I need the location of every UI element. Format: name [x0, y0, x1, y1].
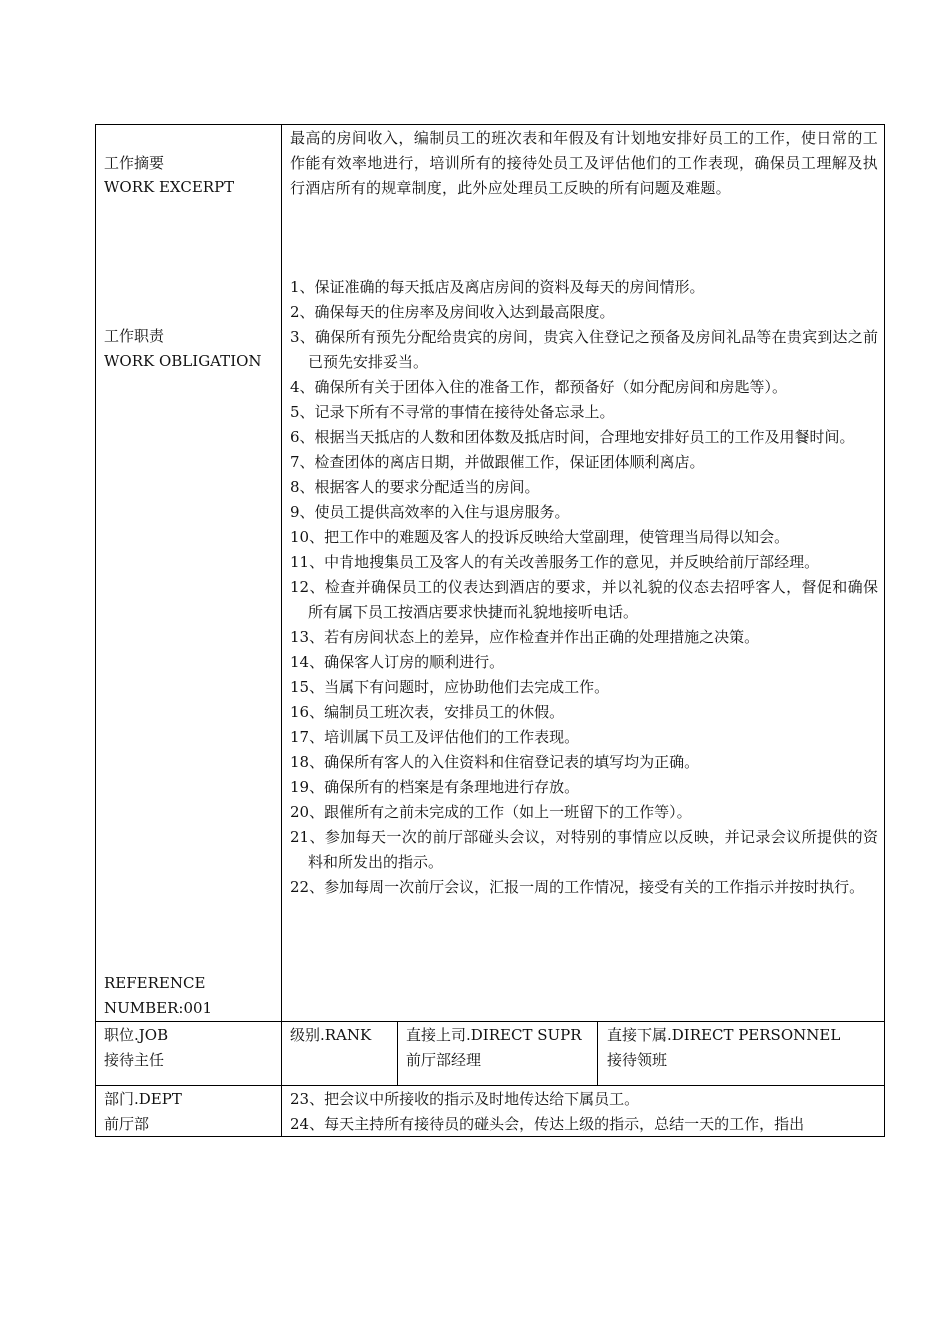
- obligation-item: 3、确保所有预先分配给贵宾的房间，贵宾入住登记之预备及房间礼品等在贵宾到达之前已预先安排妥当。: [290, 328, 878, 371]
- row-divider-job: [95, 1021, 885, 1022]
- direct-personnel-label: 直接下属.DIRECT PERSONNEL: [607, 1026, 841, 1044]
- obligation-item: 19、确保所有的档案是有条理地进行存放。: [290, 778, 580, 796]
- obligation-item: 11、中肯地搜集员工及客人的有关改善服务工作的意见，并反映给前厅部经理。: [290, 553, 820, 571]
- work-obligation-label-en: WORK OBLIGATION: [104, 352, 262, 370]
- obligation-item: 6、根据当天抵店的人数和团体数及抵店时间，合理地安排好员工的工作及用餐时间。: [290, 428, 855, 446]
- rank-supr-divider: [397, 1021, 398, 1085]
- obligation-item: 5、记录下所有不寻常的事情在接待处备忘录上。: [290, 403, 615, 421]
- table-right-border: [884, 124, 885, 1137]
- reference-number: NUMBER:001: [104, 999, 213, 1017]
- obligation-item: 16、编制员工班次表，安排员工的休假。: [290, 703, 565, 721]
- work-obligation-list: [290, 275, 878, 900]
- obligation-item: 17、培训属下员工及评估他们的工作表现。: [290, 728, 580, 746]
- label-column-divider: [281, 124, 282, 1137]
- table-left-border: [95, 124, 96, 1137]
- dept-label: 部门.DEPT: [104, 1090, 182, 1108]
- job-value: 接待主任: [104, 1051, 165, 1069]
- row-divider-dept: [95, 1085, 885, 1086]
- dept-value: 前厅部: [104, 1115, 150, 1133]
- obligation-item: 7、检查团体的离店日期，并做跟催工作，保证团体顺利离店。: [290, 453, 705, 471]
- dept-item-24: 24、每天主持所有接待员的碰头会，传达上级的指示，总结一天的工作，指出: [290, 1115, 805, 1133]
- reference-label: REFERENCE: [104, 974, 206, 992]
- work-obligation-label-cn: 工作职责: [104, 327, 165, 345]
- work-excerpt-label-cn: 工作摘要: [104, 154, 165, 172]
- supr-personnel-divider: [597, 1021, 598, 1085]
- obligation-item: 8、根据客人的要求分配适当的房间。: [290, 478, 540, 496]
- direct-supr-value: 前厅部经理: [406, 1051, 482, 1069]
- obligation-item: 15、当属下有问题时，应协助他们去完成工作。: [290, 678, 610, 696]
- obligation-item: 14、确保客人订房的顺利进行。: [290, 653, 505, 671]
- obligation-item: 10、把工作中的难题及客人的投诉反映给大堂副理，使管理当局得以知会。: [290, 528, 790, 546]
- obligation-item: 20、跟催所有之前未完成的工作（如上一班留下的工作等）。: [290, 803, 692, 821]
- dept-item-23: 23、把会议中所接收的指示及时地传达给下属员工。: [290, 1090, 640, 1108]
- obligation-item: 4、确保所有关于团体入住的准备工作，都预备好（如分配房间和房匙等）。: [290, 378, 788, 396]
- obligation-item: 18、确保所有客人的入住资料和住宿登记表的填写均为正确。: [290, 753, 700, 771]
- obligation-item: 9、使员工提供高效率的入住与退房服务。: [290, 503, 570, 521]
- obligation-item: 2、确保每天的住房率及房间收入达到最高限度。: [290, 303, 615, 321]
- obligation-item: 22、参加每周一次前厅会议，汇报一周的工作情况，接受有关的工作指示并按时执行。: [290, 878, 865, 896]
- direct-personnel-value: 接待领班: [607, 1051, 668, 1069]
- work-excerpt-text: 最高的房间收入，编制员工的班次表和年假及有计划地安排好员工的工作，使日常的工作能有效率地进行，培训所有的接待处员工及评估他们的工作表现，确保员工理解及执行酒店所有的规章制度，此外应处理员工反映的所有问题及难题。: [290, 129, 878, 197]
- obligation-item: 12、检查并确保员工的仪表达到酒店的要求，并以礼貌的仪态去招呼客人，督促和确保所有属下员工按酒店要求快捷而礼貌地接听电话。: [290, 578, 878, 621]
- work-excerpt-label-en: WORK EXCERPT: [104, 178, 235, 196]
- table-top-border: [95, 124, 885, 125]
- obligation-item: 21、参加每天一次的前厅部碰头会议，对特别的事情应以反映，并记录会议所提供的资料和所发出的指示。: [290, 828, 878, 871]
- job-label: 职位.JOB: [104, 1026, 169, 1044]
- rank-label: 级别.RANK: [290, 1026, 372, 1044]
- obligation-item: 13、若有房间状态上的差异，应作检查并作出正确的处理措施之决策。: [290, 628, 760, 646]
- direct-supr-label: 直接上司.DIRECT SUPR: [406, 1026, 582, 1044]
- obligation-item: 1、保证准确的每天抵店及离店房间的资料及每天的房间情形。: [290, 278, 705, 296]
